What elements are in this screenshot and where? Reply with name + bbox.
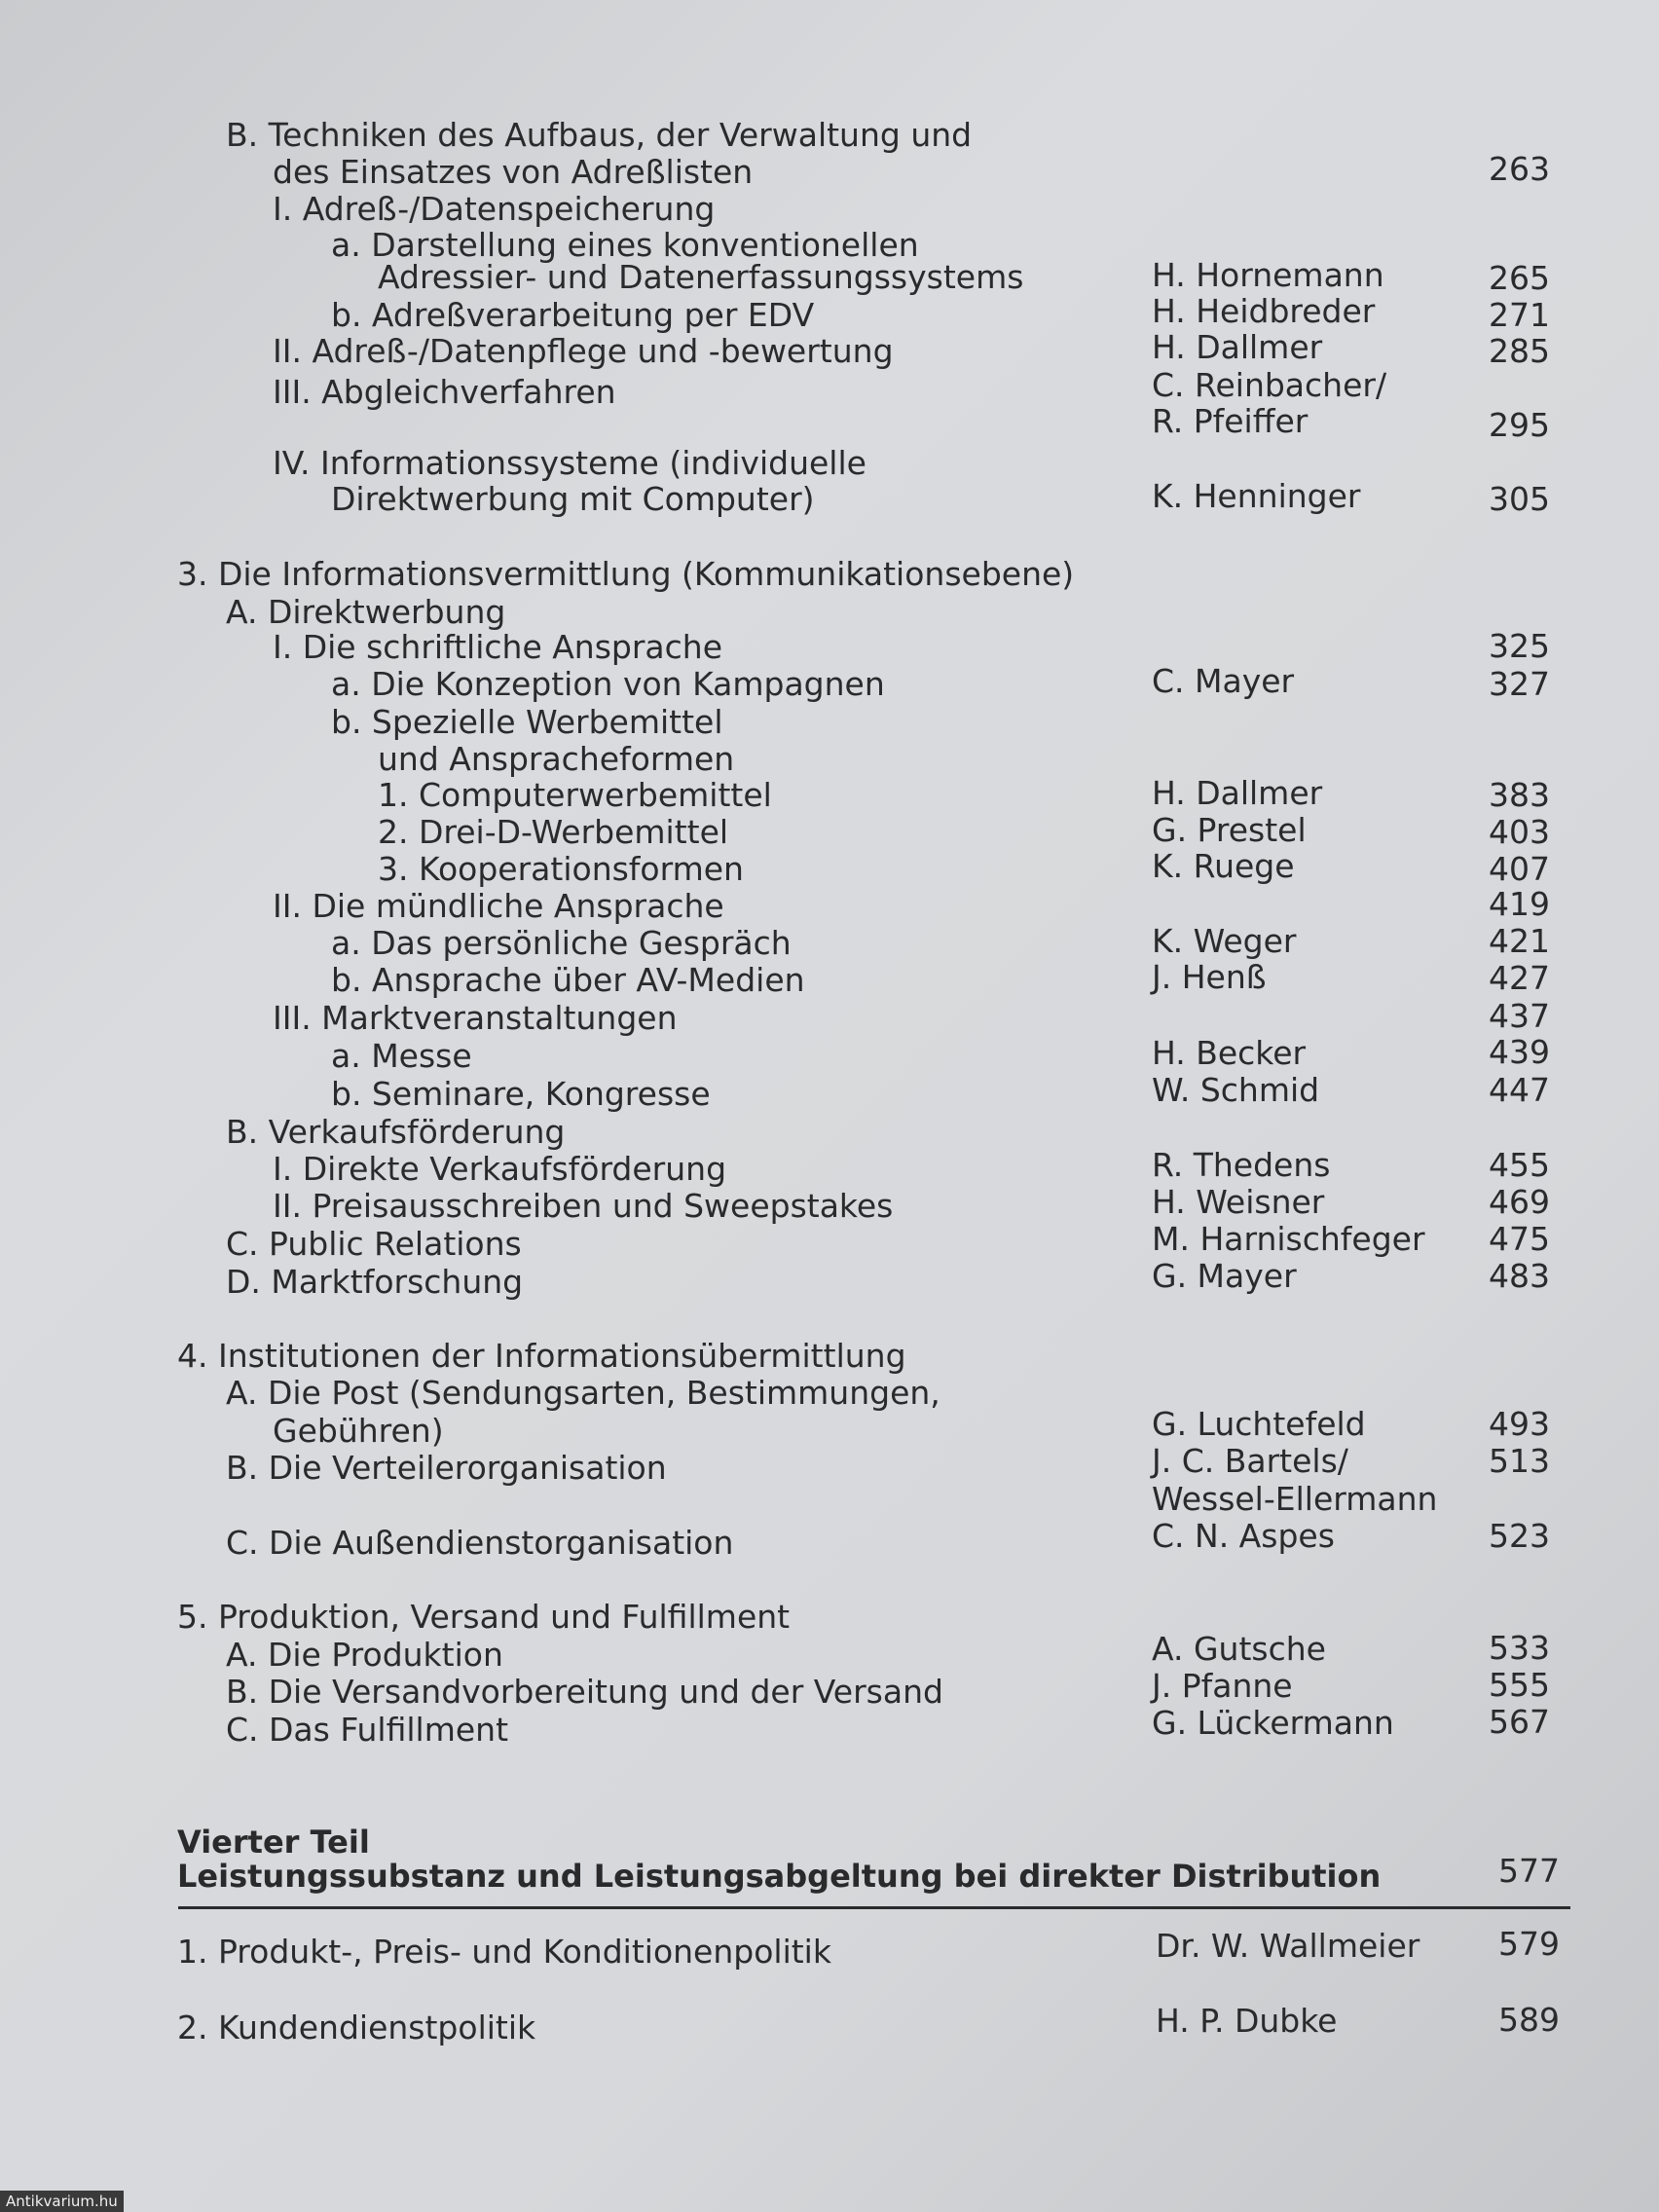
toc-entry-datenpflege: II. Adreß-/Datenpflege und -bewertung (273, 332, 894, 370)
toc-entry-informationssysteme: IV. Informationssysteme (individuelle (273, 444, 866, 482)
page-number: 469 (1489, 1183, 1550, 1221)
toc-author: K. Henninger (1152, 477, 1361, 515)
toc-author: H. Dallmer (1152, 774, 1323, 812)
toc-entry-post: A. Die Post (Sendungsarten, Bestimmungen, (226, 1374, 940, 1412)
toc-entry-b-techniken-cont: des Einsatzes von Adreßlisten (273, 153, 754, 191)
toc-author: C. Reinbacher/ (1152, 366, 1387, 404)
toc-author: M. Harnischfeger (1152, 1220, 1425, 1258)
toc-entry-informationssysteme-cont: Direktwerbung mit Computer) (331, 480, 815, 518)
toc-entry-edv: b. Adreßverarbeitung per EDV (331, 296, 815, 334)
page-number: 455 (1489, 1146, 1550, 1184)
toc-entry-direktwerbung: A. Direktwerbung (226, 593, 506, 631)
toc-entry-fulfillment: C. Das Fulfillment (226, 1711, 509, 1749)
toc-entry-messe: a. Messe (331, 1037, 472, 1075)
page-number: 577 (1498, 1852, 1560, 1890)
page-number: 403 (1489, 813, 1550, 851)
page-number: 447 (1489, 1071, 1550, 1109)
toc-section-4: 4. Institutionen der Informationsübermittlung (177, 1337, 906, 1375)
toc-author: G. Prestel (1152, 811, 1307, 849)
toc-entry-adressspeicherung: I. Adreß-/Datenspeicherung (273, 190, 716, 228)
toc-entry-verteilerorganisation: B. Die Verteilerorganisation (226, 1449, 667, 1487)
page-number: 285 (1489, 332, 1550, 370)
part-title: Vierter Teil (177, 1824, 370, 1861)
toc-author: H. Heidbreder (1152, 292, 1376, 330)
page-number: 427 (1489, 959, 1550, 997)
page-number: 483 (1489, 1257, 1550, 1295)
toc-author: J. Pfanne (1152, 1667, 1293, 1705)
page-number: 383 (1489, 776, 1550, 814)
toc-author: C. Mayer (1152, 662, 1295, 700)
page-number: 513 (1489, 1442, 1550, 1480)
toc-author: J. C. Bartels/ (1152, 1442, 1348, 1480)
toc-entry-persoenliches-gespraech: a. Das persönliche Gespräch (331, 924, 792, 962)
toc-author: H. Dallmer (1152, 328, 1323, 366)
toc-entry-muendliche-ansprache: II. Die mündliche Ansprache (273, 887, 724, 925)
part-subtitle: Leistungssubstanz und Leistungsabgeltung bei direkter Distribution (177, 1858, 1382, 1895)
toc-entry-post-cont: Gebühren) (273, 1412, 444, 1450)
page-number: 579 (1498, 1925, 1560, 1963)
page-number: 555 (1489, 1666, 1550, 1704)
page-number: 439 (1489, 1033, 1550, 1071)
toc-section-3: 3. Die Informationsvermittlung (Kommunikationsebene) (177, 555, 1075, 593)
toc-entry-preisausschreiben: II. Preisausschreiben und Sweepstakes (273, 1187, 894, 1225)
page-number: 265 (1489, 259, 1550, 297)
toc-author: G. Lückermann (1152, 1704, 1394, 1742)
toc-author: G. Mayer (1152, 1257, 1297, 1295)
toc-entry-darstellung-cont: Adressier- und Datenerfassungssystems (378, 258, 1024, 296)
toc-entry-direkte-vkf: I. Direkte Verkaufsförderung (273, 1150, 727, 1188)
toc-entry-computerwerbemittel: 1. Computerwerbemittel (378, 776, 772, 814)
toc-entry-drei-d-werbemittel: 2. Drei-D-Werbemittel (378, 813, 729, 851)
toc-author: R. Thedens (1152, 1146, 1331, 1184)
toc-entry-b-techniken: B. Techniken des Aufbaus, der Verwaltung und (226, 116, 973, 154)
toc-author: C. N. Aspes (1152, 1517, 1335, 1555)
page-number: 437 (1489, 997, 1550, 1035)
toc-author: A. Gutsche (1152, 1630, 1326, 1668)
toc-entry-abgleich: III. Abgleichverfahren (273, 373, 616, 411)
toc-entry-aussendienst: C. Die Außendienstorganisation (226, 1524, 734, 1562)
toc-author: H. Becker (1152, 1034, 1307, 1072)
toc-author: W. Schmid (1152, 1071, 1320, 1109)
toc-entry-av-medien: b. Ansprache über AV-Medien (331, 961, 805, 999)
toc-entry-kooperationsformen: 3. Kooperationsformen (378, 850, 744, 888)
page-number: 493 (1489, 1405, 1550, 1443)
toc-entry-versand: B. Die Versandvorbereitung und der Versand (226, 1673, 943, 1711)
toc-author: R. Pfeiffer (1152, 402, 1309, 440)
toc-entry-produktion: A. Die Produktion (226, 1636, 503, 1674)
toc-entry-spezielle-werbemittel: b. Spezielle Werbemittel (331, 703, 723, 741)
toc-entry-darstellung: a. Darstellung eines konventionellen (331, 226, 919, 264)
page-number: 407 (1489, 850, 1550, 888)
toc-author: J. Henß (1152, 958, 1267, 996)
toc-entry-seminare: b. Seminare, Kongresse (331, 1075, 711, 1113)
toc-entry-verkaufsfoerderung: B. Verkaufsförderung (226, 1113, 566, 1151)
toc-author: Dr. W. Wallmeier (1156, 1927, 1420, 1965)
toc-author: G. Luchtefeld (1152, 1405, 1366, 1443)
page-number: 421 (1489, 922, 1550, 960)
page-number: 419 (1489, 885, 1550, 923)
toc-entry-spezielle-werbemittel-cont: und Anspracheformen (378, 740, 735, 778)
toc-author: H. Weisner (1152, 1183, 1325, 1221)
page-number: 325 (1489, 627, 1550, 665)
section-rule (178, 1906, 1570, 1909)
toc-entry-marktforschung: D. Marktforschung (226, 1263, 524, 1301)
toc-entry-produktpolitik: 1. Produkt-, Preis- und Konditionenpolitik (177, 1933, 831, 1971)
toc-entry-public-relations: C. Public Relations (226, 1225, 522, 1263)
toc-entry-kundendienst: 2. Kundendienstpolitik (177, 2009, 536, 2046)
page-number: 305 (1489, 480, 1550, 518)
toc-author: H. P. Dubke (1156, 2002, 1338, 2040)
page-number: 263 (1489, 150, 1550, 188)
page-number: 475 (1489, 1220, 1550, 1258)
page-number: 589 (1498, 2001, 1560, 2039)
page-number: 295 (1489, 406, 1550, 444)
toc-author: H. Hornemann (1152, 256, 1384, 294)
toc-author: K. Ruege (1152, 847, 1295, 885)
toc-section-5: 5. Produktion, Versand und Fulfillment (177, 1598, 791, 1636)
toc-author: Wessel-Ellermann (1152, 1480, 1438, 1518)
watermark-label: Antikvarium.hu (0, 2191, 124, 2212)
toc-entry-marktveranstaltungen: III. Marktveranstaltungen (273, 999, 678, 1037)
page-number: 533 (1489, 1629, 1550, 1667)
page-number: 567 (1489, 1703, 1550, 1741)
page-number: 523 (1489, 1517, 1550, 1555)
page-number: 327 (1489, 665, 1550, 703)
toc-author: K. Weger (1152, 922, 1297, 960)
page-number: 271 (1489, 296, 1550, 334)
toc-entry-schriftliche-ansprache: I. Die schriftliche Ansprache (273, 628, 723, 666)
toc-entry-konzeption: a. Die Konzeption von Kampagnen (331, 665, 885, 703)
